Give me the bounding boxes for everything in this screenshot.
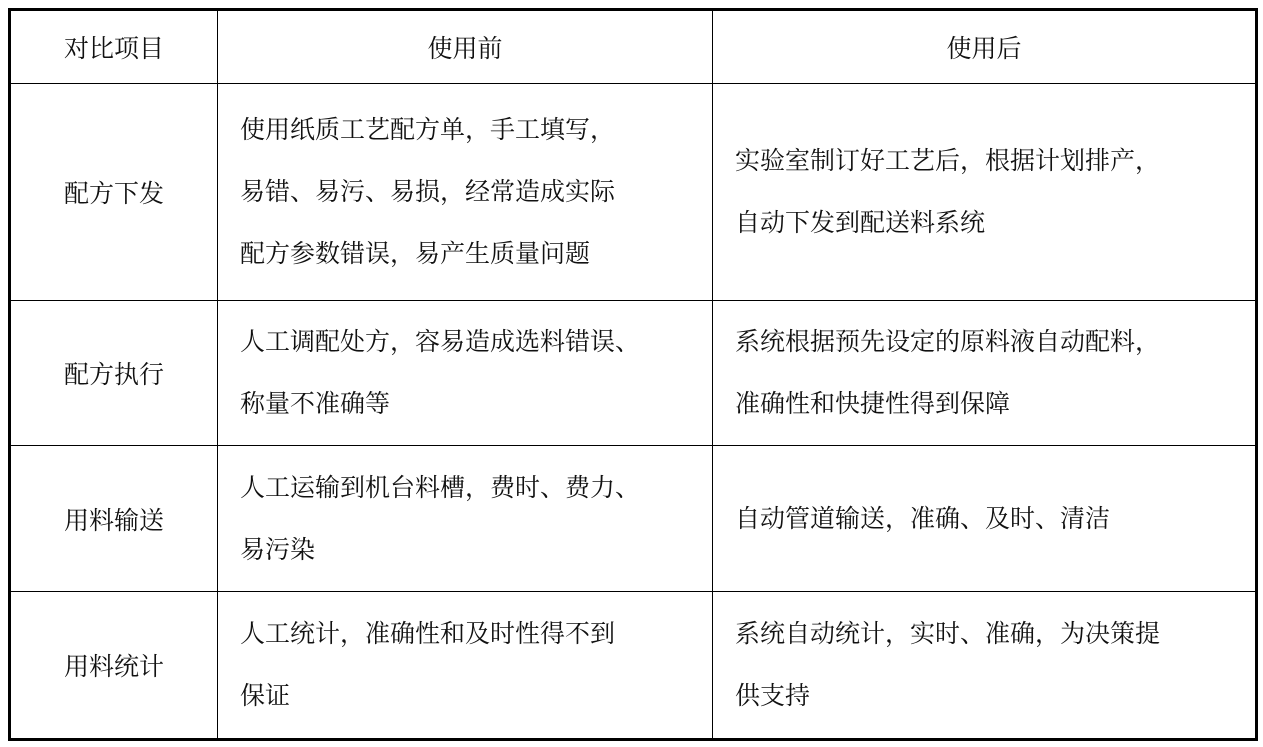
after-line: 准确性和快捷性得到保障 [735, 389, 1011, 418]
before-line: 配方参数错误，易产生质量问题 [240, 239, 591, 268]
after-line: 系统根据预先设定的原料液自动配料， [735, 327, 1161, 356]
table-row [10, 446, 1257, 592]
before-line: 人工调配处方，容易造成选料错误、 [240, 327, 641, 356]
row-after [713, 301, 1257, 446]
after-line: 实验室制订好工艺后，根据计划排产， [735, 146, 1161, 175]
after-line: 自动下发到配送料系统 [735, 208, 986, 237]
row-before [218, 592, 713, 740]
before-line: 人工统计，准确性和及时性得不到 [240, 619, 616, 648]
before-line: 易错、易污、易损，经常造成实际 [240, 177, 616, 206]
header-item: 对比项目 [10, 10, 218, 84]
row-after [713, 84, 1257, 301]
row-before [218, 301, 713, 446]
row-item: 配方下发 [10, 84, 218, 301]
comparison-table [8, 8, 1258, 741]
row-before [218, 84, 713, 301]
header-before: 使用前 [218, 10, 713, 84]
after-line: 供支持 [735, 681, 811, 710]
before-line: 易污染 [240, 534, 316, 564]
row-after [713, 446, 1257, 592]
before-line: 称量不准确等 [240, 389, 391, 418]
row-item: 用料输送 [10, 446, 218, 592]
row-item: 配方执行 [10, 301, 218, 446]
row-item: 用料统计 [10, 592, 218, 740]
header-after: 使用后 [713, 10, 1257, 84]
before-line: 使用纸质工艺配方单，手工填写， [240, 115, 616, 144]
row-after [713, 592, 1257, 740]
table-row [10, 301, 1257, 446]
table-row [10, 592, 1257, 740]
after-line: 系统自动统计，实时、准确，为决策提 [735, 619, 1161, 648]
before-line: 保证 [240, 681, 291, 710]
header-row [10, 10, 1257, 84]
after-line: 自动管道输送，准确、及时、清洁 [735, 503, 1111, 533]
row-before [218, 446, 713, 592]
before-line: 人工运输到机台料槽，费时、费力、 [240, 472, 641, 502]
table-row [10, 84, 1257, 301]
